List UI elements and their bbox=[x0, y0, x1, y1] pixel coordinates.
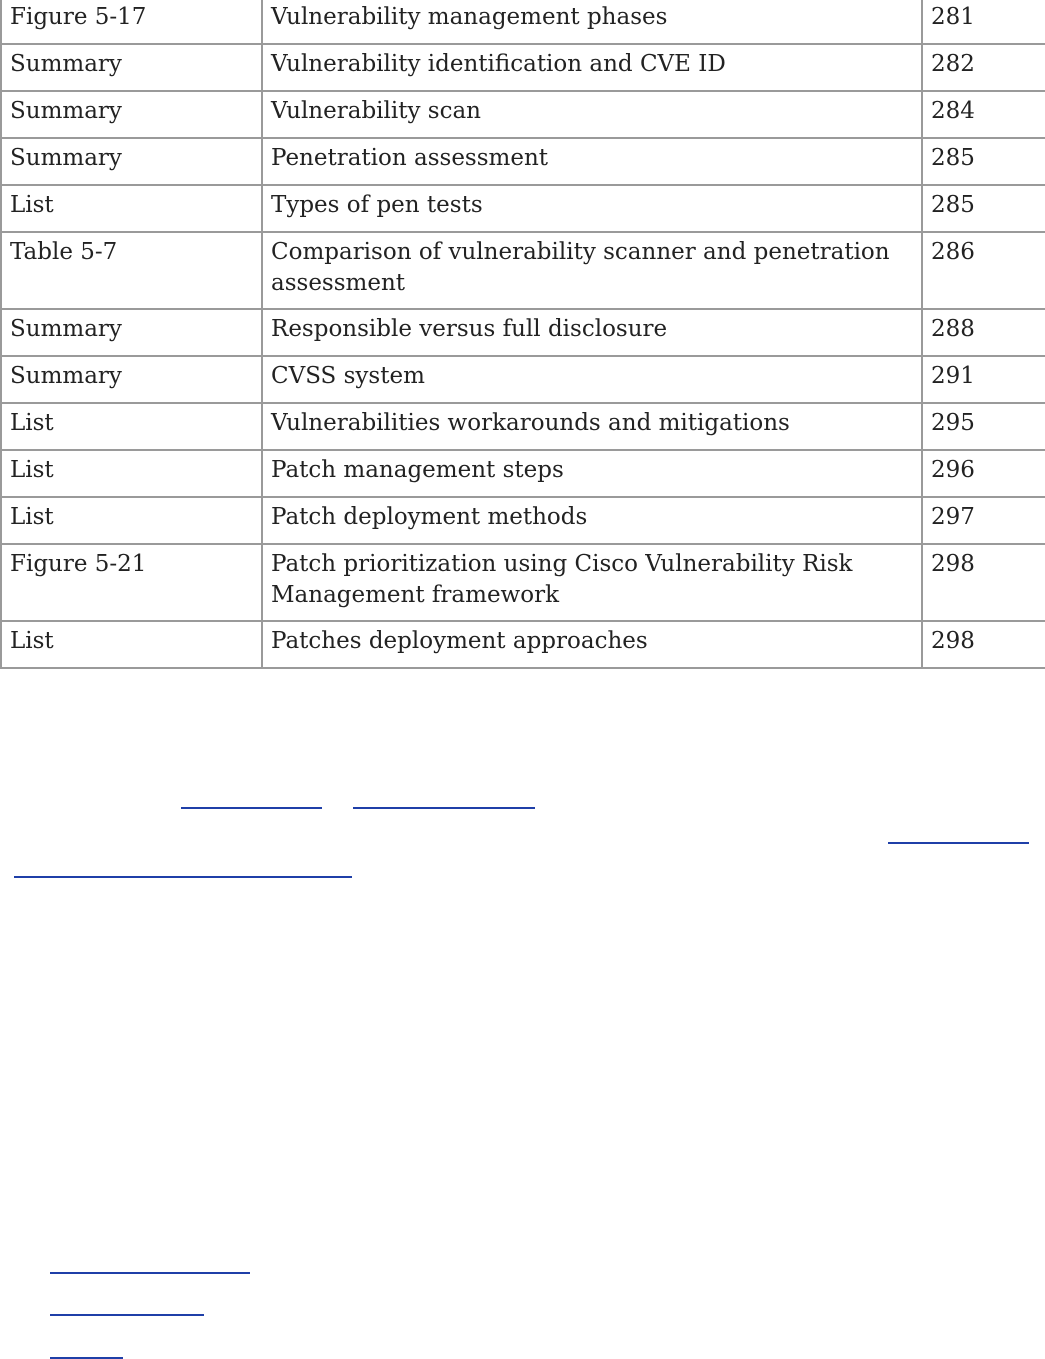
hyperlink-underline[interactable] bbox=[888, 842, 1029, 844]
key-topic-description: Vulnerability identification and CVE ID bbox=[262, 44, 922, 91]
table-row bbox=[1, 450, 1045, 497]
key-topic-element: List bbox=[1, 497, 262, 544]
key-topic-element: List bbox=[1, 185, 262, 232]
key-topic-description: Vulnerability management phases bbox=[262, 0, 922, 44]
table-row bbox=[1, 232, 1045, 309]
key-topic-description: Types of pen tests bbox=[262, 185, 922, 232]
page-number: 296 bbox=[922, 450, 1045, 497]
table-row bbox=[1, 403, 1045, 450]
key-topic-description: Comparison of vulnerability scanner and penetration assessment bbox=[262, 232, 922, 309]
key-topic-element: Summary bbox=[1, 309, 262, 356]
key-topic-description: Patch prioritization using Cisco Vulnerability Risk Management framework bbox=[262, 544, 922, 621]
key-topic-description: Penetration assessment bbox=[262, 138, 922, 185]
table-row bbox=[1, 185, 1045, 232]
key-topic-element: Summary bbox=[1, 138, 262, 185]
key-topic-description: CVSS system bbox=[262, 356, 922, 403]
page-number: 298 bbox=[922, 544, 1045, 621]
key-topic-description: Vulnerability scan bbox=[262, 91, 922, 138]
page-number: 285 bbox=[922, 185, 1045, 232]
table-row bbox=[1, 138, 1045, 185]
key-topic-description: Patches deployment approaches bbox=[262, 621, 922, 668]
table-row bbox=[1, 0, 1045, 44]
page-number: 282 bbox=[922, 44, 1045, 91]
hyperlink-underline[interactable] bbox=[14, 876, 352, 878]
key-topic-description: Vulnerabilities workarounds and mitigations bbox=[262, 403, 922, 450]
table-row bbox=[1, 356, 1045, 403]
table-row bbox=[1, 44, 1045, 91]
table-row bbox=[1, 621, 1045, 668]
list-link-underline[interactable] bbox=[50, 1272, 250, 1274]
table-row bbox=[1, 309, 1045, 356]
table-row bbox=[1, 497, 1045, 544]
page-number: 281 bbox=[922, 0, 1045, 44]
key-topic-element: Figure 5-21 bbox=[1, 544, 262, 621]
key-topic-element: Table 5-7 bbox=[1, 232, 262, 309]
table-row bbox=[1, 544, 1045, 621]
key-topic-element: List bbox=[1, 403, 262, 450]
table-row bbox=[1, 91, 1045, 138]
key-topic-description: Patch deployment methods bbox=[262, 497, 922, 544]
key-topic-description: Responsible versus full disclosure bbox=[262, 309, 922, 356]
hyperlink-underline[interactable] bbox=[181, 807, 322, 809]
page-number: 291 bbox=[922, 356, 1045, 403]
page-number: 285 bbox=[922, 138, 1045, 185]
page-number: 298 bbox=[922, 621, 1045, 668]
list-link-underline[interactable] bbox=[50, 1314, 204, 1316]
hyperlink-underline[interactable] bbox=[353, 807, 535, 809]
key-topic-element: Figure 5-17 bbox=[1, 0, 262, 44]
key-topic-element: Summary bbox=[1, 44, 262, 91]
key-topic-description: Patch management steps bbox=[262, 450, 922, 497]
page-number: 297 bbox=[922, 497, 1045, 544]
key-topic-element: List bbox=[1, 621, 262, 668]
key-topics-table bbox=[0, 0, 1045, 669]
key-topic-element: Summary bbox=[1, 356, 262, 403]
page-number: 286 bbox=[922, 232, 1045, 309]
key-topic-element: List bbox=[1, 450, 262, 497]
page-number: 295 bbox=[922, 403, 1045, 450]
page-number: 288 bbox=[922, 309, 1045, 356]
key-topic-element: Summary bbox=[1, 91, 262, 138]
page-number: 284 bbox=[922, 91, 1045, 138]
